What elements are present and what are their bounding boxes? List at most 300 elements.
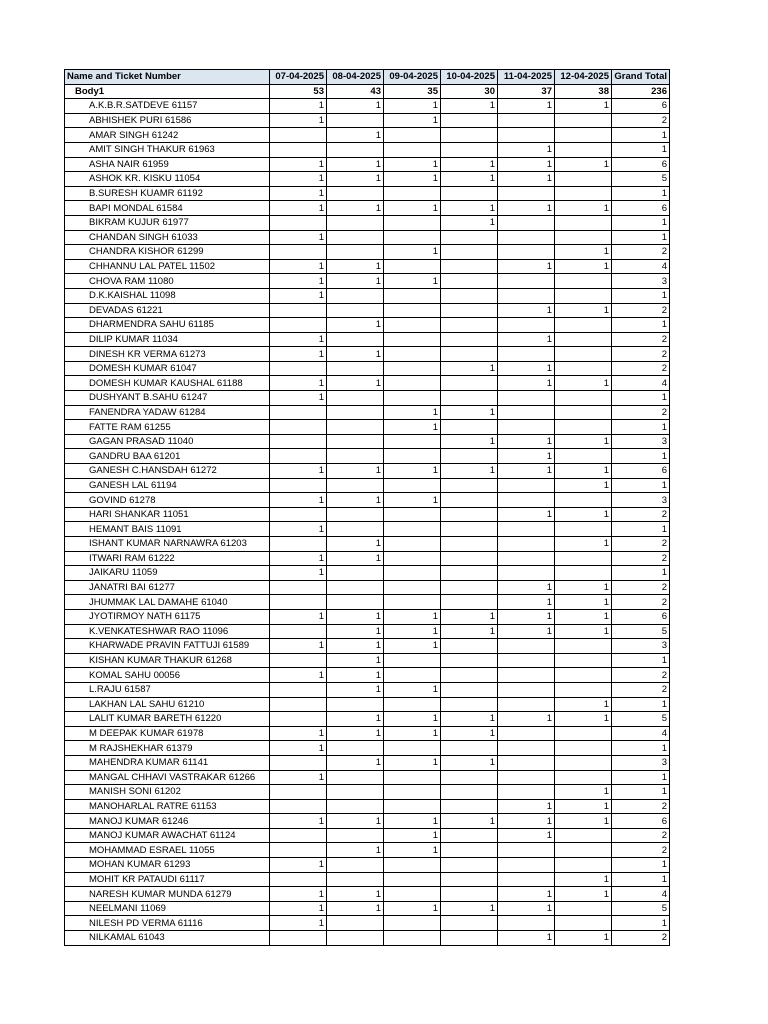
day-count-cell: 1 bbox=[555, 507, 612, 522]
day-count-cell: 1 bbox=[498, 580, 555, 595]
row-grand-total: 2 bbox=[612, 843, 670, 858]
day-count-cell bbox=[441, 303, 498, 318]
day-count-cell bbox=[441, 872, 498, 887]
day-count-cell: 1 bbox=[270, 770, 327, 785]
employee-name: AMIT SINGH THAKUR 61963 bbox=[65, 142, 270, 157]
day-count-cell: 1 bbox=[327, 609, 384, 624]
day-count-cell bbox=[555, 843, 612, 858]
row-grand-total: 1 bbox=[612, 522, 670, 537]
day-count-cell bbox=[270, 449, 327, 464]
table-row bbox=[65, 712, 670, 727]
employee-name: BIKRAM KUJUR 61977 bbox=[65, 215, 270, 230]
day-count-cell bbox=[441, 668, 498, 683]
day-count-cell: 1 bbox=[384, 901, 441, 916]
day-count-cell bbox=[327, 113, 384, 128]
row-grand-total: 1 bbox=[612, 142, 670, 157]
day-count-cell: 1 bbox=[555, 478, 612, 493]
table-row bbox=[65, 522, 670, 537]
day-count-cell: 1 bbox=[327, 726, 384, 741]
day-count-cell bbox=[384, 215, 441, 230]
day-count-cell: 1 bbox=[441, 464, 498, 479]
day-count-cell bbox=[498, 522, 555, 537]
day-count-cell: 1 bbox=[384, 639, 441, 654]
table-row bbox=[65, 828, 670, 843]
day-count-cell: 1 bbox=[498, 828, 555, 843]
day-count-cell: 1 bbox=[384, 464, 441, 479]
table-row bbox=[65, 872, 670, 887]
row-grand-total: 2 bbox=[612, 668, 670, 683]
day-count-cell bbox=[384, 303, 441, 318]
day-count-cell bbox=[441, 420, 498, 435]
group-value: 53 bbox=[270, 84, 327, 99]
day-count-cell: 1 bbox=[384, 274, 441, 289]
table-row bbox=[65, 478, 670, 493]
day-count-cell bbox=[327, 580, 384, 595]
table-row bbox=[65, 186, 670, 201]
day-count-cell bbox=[498, 741, 555, 756]
day-count-cell: 1 bbox=[498, 799, 555, 814]
day-count-cell: 1 bbox=[498, 464, 555, 479]
day-count-cell bbox=[441, 230, 498, 245]
day-count-cell: 1 bbox=[327, 551, 384, 566]
day-count-cell bbox=[384, 332, 441, 347]
day-count-cell bbox=[555, 668, 612, 683]
day-count-cell bbox=[270, 872, 327, 887]
day-count-cell bbox=[555, 916, 612, 931]
day-count-cell: 1 bbox=[498, 595, 555, 610]
day-count-cell: 1 bbox=[555, 464, 612, 479]
day-count-cell bbox=[498, 770, 555, 785]
employee-name: DEVADAS 61221 bbox=[65, 303, 270, 318]
day-count-cell bbox=[327, 478, 384, 493]
table-row bbox=[65, 230, 670, 245]
day-count-cell: 1 bbox=[441, 712, 498, 727]
day-count-cell: 1 bbox=[327, 682, 384, 697]
table-row bbox=[65, 770, 670, 785]
day-count-cell bbox=[384, 537, 441, 552]
day-count-cell: 1 bbox=[270, 726, 327, 741]
day-count-cell: 1 bbox=[498, 332, 555, 347]
employee-name: FATTE RAM 61255 bbox=[65, 420, 270, 435]
day-count-cell bbox=[384, 449, 441, 464]
employee-name: JAIKARU 11059 bbox=[65, 566, 270, 581]
day-count-cell: 1 bbox=[384, 99, 441, 114]
table-row bbox=[65, 595, 670, 610]
group-value: 38 bbox=[555, 84, 612, 99]
table-row bbox=[65, 420, 670, 435]
day-count-cell bbox=[327, 522, 384, 537]
day-count-cell bbox=[384, 318, 441, 333]
group-value: 43 bbox=[327, 84, 384, 99]
day-count-cell: 1 bbox=[555, 434, 612, 449]
row-grand-total: 2 bbox=[612, 113, 670, 128]
day-count-cell bbox=[327, 449, 384, 464]
day-count-cell bbox=[498, 478, 555, 493]
row-grand-total: 6 bbox=[612, 201, 670, 216]
table-row bbox=[65, 668, 670, 683]
day-count-cell bbox=[270, 785, 327, 800]
table-row bbox=[65, 639, 670, 654]
day-count-cell: 1 bbox=[270, 274, 327, 289]
day-count-cell: 1 bbox=[555, 712, 612, 727]
table-row bbox=[65, 755, 670, 770]
day-count-cell: 1 bbox=[327, 653, 384, 668]
day-count-cell: 1 bbox=[555, 624, 612, 639]
day-count-cell bbox=[384, 522, 441, 537]
day-count-cell bbox=[327, 872, 384, 887]
day-count-cell: 1 bbox=[555, 814, 612, 829]
day-count-cell bbox=[441, 128, 498, 143]
table-row bbox=[65, 537, 670, 552]
attendance-sheet bbox=[64, 69, 670, 946]
employee-name: MOHAMMAD ESRAEL 11055 bbox=[65, 843, 270, 858]
day-count-cell: 1 bbox=[498, 259, 555, 274]
column-header-name: Name and Ticket Number bbox=[65, 70, 270, 85]
day-count-cell bbox=[384, 653, 441, 668]
employee-name: ABHISHEK PURI 61586 bbox=[65, 113, 270, 128]
table-row bbox=[65, 391, 670, 406]
day-count-cell: 1 bbox=[555, 157, 612, 172]
employee-name: DILIP KUMAR 11034 bbox=[65, 332, 270, 347]
day-count-cell bbox=[384, 391, 441, 406]
day-count-cell bbox=[555, 639, 612, 654]
day-count-cell: 1 bbox=[498, 507, 555, 522]
day-count-cell: 1 bbox=[270, 566, 327, 581]
day-count-cell bbox=[384, 799, 441, 814]
day-count-cell bbox=[498, 682, 555, 697]
table-row bbox=[65, 843, 670, 858]
day-count-cell bbox=[441, 931, 498, 946]
header-row bbox=[65, 70, 670, 85]
day-count-cell bbox=[555, 420, 612, 435]
employee-name: A.K.B.R.SATDEVE 61157 bbox=[65, 99, 270, 114]
day-count-cell bbox=[270, 931, 327, 946]
day-count-cell bbox=[498, 245, 555, 260]
day-count-cell bbox=[441, 318, 498, 333]
day-count-cell: 1 bbox=[555, 201, 612, 216]
day-count-cell bbox=[327, 303, 384, 318]
day-count-cell: 1 bbox=[327, 464, 384, 479]
table-row bbox=[65, 318, 670, 333]
employee-name: NARESH KUMAR MUNDA 61279 bbox=[65, 887, 270, 902]
day-count-cell bbox=[441, 682, 498, 697]
day-count-cell: 1 bbox=[327, 201, 384, 216]
table-row bbox=[65, 142, 670, 157]
employee-name: JANATRI BAI 61277 bbox=[65, 580, 270, 595]
table-row bbox=[65, 464, 670, 479]
day-count-cell: 1 bbox=[555, 537, 612, 552]
day-count-cell bbox=[441, 551, 498, 566]
column-header-date: 07-04-2025 bbox=[270, 70, 327, 85]
table-row bbox=[65, 128, 670, 143]
column-header-date: 08-04-2025 bbox=[327, 70, 384, 85]
employee-name: LALIT KUMAR BARETH 61220 bbox=[65, 712, 270, 727]
day-count-cell bbox=[327, 142, 384, 157]
row-grand-total: 1 bbox=[612, 770, 670, 785]
day-count-cell: 1 bbox=[270, 522, 327, 537]
day-count-cell bbox=[555, 551, 612, 566]
employee-name: CHANDRA KISHOR 61299 bbox=[65, 245, 270, 260]
day-count-cell: 1 bbox=[270, 347, 327, 362]
day-count-cell bbox=[441, 186, 498, 201]
row-grand-total: 6 bbox=[612, 464, 670, 479]
day-count-cell: 1 bbox=[327, 712, 384, 727]
day-count-cell bbox=[270, 580, 327, 595]
day-count-cell bbox=[327, 215, 384, 230]
day-count-cell bbox=[384, 288, 441, 303]
employee-name: MANOHARLAL RATRE 61153 bbox=[65, 799, 270, 814]
row-grand-total: 2 bbox=[612, 405, 670, 420]
day-count-cell bbox=[384, 595, 441, 610]
day-count-cell: 1 bbox=[327, 318, 384, 333]
day-count-cell: 1 bbox=[327, 814, 384, 829]
day-count-cell bbox=[384, 916, 441, 931]
day-count-cell bbox=[270, 843, 327, 858]
day-count-cell bbox=[555, 405, 612, 420]
day-count-cell bbox=[555, 186, 612, 201]
day-count-cell: 1 bbox=[270, 916, 327, 931]
day-count-cell: 1 bbox=[327, 128, 384, 143]
group-value: 30 bbox=[441, 84, 498, 99]
row-grand-total: 1 bbox=[612, 741, 670, 756]
day-count-cell: 1 bbox=[441, 215, 498, 230]
day-count-cell: 1 bbox=[327, 347, 384, 362]
day-count-cell: 1 bbox=[384, 201, 441, 216]
row-grand-total: 4 bbox=[612, 259, 670, 274]
day-count-cell bbox=[555, 361, 612, 376]
day-count-cell bbox=[384, 128, 441, 143]
day-count-cell: 1 bbox=[270, 858, 327, 873]
row-grand-total: 6 bbox=[612, 814, 670, 829]
day-count-cell bbox=[327, 770, 384, 785]
day-count-cell: 1 bbox=[498, 99, 555, 114]
day-count-cell: 1 bbox=[270, 201, 327, 216]
day-count-cell bbox=[384, 668, 441, 683]
day-count-cell bbox=[327, 332, 384, 347]
row-grand-total: 4 bbox=[612, 726, 670, 741]
row-grand-total: 2 bbox=[612, 799, 670, 814]
day-count-cell: 1 bbox=[327, 624, 384, 639]
day-count-cell bbox=[327, 507, 384, 522]
day-count-cell: 1 bbox=[270, 668, 327, 683]
employee-name: CHANDAN SINGH 61033 bbox=[65, 230, 270, 245]
day-count-cell: 1 bbox=[327, 537, 384, 552]
table-row bbox=[65, 113, 670, 128]
day-count-cell bbox=[498, 872, 555, 887]
day-count-cell bbox=[441, 332, 498, 347]
group-name: Body1 bbox=[65, 84, 270, 99]
day-count-cell bbox=[270, 478, 327, 493]
day-count-cell: 1 bbox=[555, 580, 612, 595]
day-count-cell: 1 bbox=[498, 887, 555, 902]
day-count-cell bbox=[327, 828, 384, 843]
day-count-cell: 1 bbox=[555, 697, 612, 712]
day-count-cell: 1 bbox=[498, 712, 555, 727]
employee-name: MANOJ KUMAR AWACHAT 61124 bbox=[65, 828, 270, 843]
row-grand-total: 1 bbox=[612, 186, 670, 201]
table-row bbox=[65, 215, 670, 230]
employee-name: M RAJSHEKHAR 61379 bbox=[65, 741, 270, 756]
row-grand-total: 3 bbox=[612, 493, 670, 508]
day-count-cell bbox=[270, 682, 327, 697]
employee-name: MOHAN KUMAR 61293 bbox=[65, 858, 270, 873]
row-grand-total: 1 bbox=[612, 230, 670, 245]
row-grand-total: 1 bbox=[612, 478, 670, 493]
table-row bbox=[65, 697, 670, 712]
day-count-cell: 1 bbox=[498, 814, 555, 829]
day-count-cell bbox=[270, 697, 327, 712]
group-row bbox=[65, 84, 670, 99]
day-count-cell: 1 bbox=[384, 843, 441, 858]
day-count-cell bbox=[327, 391, 384, 406]
day-count-cell: 1 bbox=[441, 157, 498, 172]
column-header-date: 09-04-2025 bbox=[384, 70, 441, 85]
day-count-cell bbox=[327, 420, 384, 435]
day-count-cell bbox=[441, 770, 498, 785]
day-count-cell: 1 bbox=[384, 755, 441, 770]
day-count-cell: 1 bbox=[384, 157, 441, 172]
employee-name: B.SURESH KUAMR 61192 bbox=[65, 186, 270, 201]
day-count-cell: 1 bbox=[270, 113, 327, 128]
employee-name: DOMESH KUMAR 61047 bbox=[65, 361, 270, 376]
day-count-cell: 1 bbox=[555, 887, 612, 902]
group-grand-total: 236 bbox=[612, 84, 670, 99]
row-grand-total: 1 bbox=[612, 566, 670, 581]
day-count-cell bbox=[498, 347, 555, 362]
day-count-cell: 1 bbox=[498, 361, 555, 376]
table-row bbox=[65, 799, 670, 814]
day-count-cell bbox=[441, 274, 498, 289]
day-count-cell: 1 bbox=[498, 157, 555, 172]
day-count-cell bbox=[441, 391, 498, 406]
day-count-cell: 1 bbox=[270, 230, 327, 245]
day-count-cell: 1 bbox=[270, 741, 327, 756]
day-count-cell bbox=[441, 347, 498, 362]
row-grand-total: 4 bbox=[612, 887, 670, 902]
day-count-cell bbox=[270, 799, 327, 814]
table-row bbox=[65, 449, 670, 464]
day-count-cell bbox=[384, 507, 441, 522]
employee-name: GANDRU BAA 61201 bbox=[65, 449, 270, 464]
row-grand-total: 1 bbox=[612, 215, 670, 230]
row-grand-total: 4 bbox=[612, 376, 670, 391]
day-count-cell: 1 bbox=[327, 755, 384, 770]
row-grand-total: 1 bbox=[612, 653, 670, 668]
day-count-cell: 1 bbox=[555, 609, 612, 624]
employee-name: DINESH KR VERMA 61273 bbox=[65, 347, 270, 362]
table-row bbox=[65, 858, 670, 873]
day-count-cell: 1 bbox=[270, 887, 327, 902]
day-count-cell bbox=[555, 391, 612, 406]
day-count-cell bbox=[498, 274, 555, 289]
employee-name: NILESH PD VERMA 61116 bbox=[65, 916, 270, 931]
table-row bbox=[65, 434, 670, 449]
employee-name: JYOTIRMOY NATH 61175 bbox=[65, 609, 270, 624]
day-count-cell bbox=[498, 493, 555, 508]
day-count-cell: 1 bbox=[498, 931, 555, 946]
day-count-cell: 1 bbox=[498, 376, 555, 391]
day-count-cell: 1 bbox=[384, 814, 441, 829]
day-count-cell bbox=[498, 843, 555, 858]
day-count-cell bbox=[384, 858, 441, 873]
employee-name: D.K.KAISHAL 11098 bbox=[65, 288, 270, 303]
day-count-cell bbox=[498, 113, 555, 128]
day-count-cell bbox=[555, 347, 612, 362]
day-count-cell: 1 bbox=[270, 391, 327, 406]
day-count-cell bbox=[270, 595, 327, 610]
day-count-cell bbox=[384, 551, 441, 566]
day-count-cell bbox=[498, 566, 555, 581]
table-row bbox=[65, 507, 670, 522]
day-count-cell bbox=[498, 639, 555, 654]
table-row bbox=[65, 376, 670, 391]
day-count-cell bbox=[384, 230, 441, 245]
day-count-cell: 1 bbox=[441, 814, 498, 829]
day-count-cell bbox=[441, 522, 498, 537]
day-count-cell bbox=[270, 434, 327, 449]
day-count-cell bbox=[555, 901, 612, 916]
day-count-cell bbox=[327, 697, 384, 712]
day-count-cell: 1 bbox=[270, 609, 327, 624]
day-count-cell bbox=[441, 259, 498, 274]
day-count-cell: 1 bbox=[441, 434, 498, 449]
day-count-cell bbox=[498, 420, 555, 435]
day-count-cell bbox=[384, 785, 441, 800]
day-count-cell: 1 bbox=[327, 493, 384, 508]
employee-name: MANGAL CHHAVI VASTRAKAR 61266 bbox=[65, 770, 270, 785]
day-count-cell bbox=[270, 215, 327, 230]
day-count-cell: 1 bbox=[441, 609, 498, 624]
day-count-cell bbox=[327, 741, 384, 756]
table-row bbox=[65, 901, 670, 916]
day-count-cell bbox=[441, 828, 498, 843]
day-count-cell bbox=[555, 741, 612, 756]
day-count-cell bbox=[441, 537, 498, 552]
row-grand-total: 1 bbox=[612, 858, 670, 873]
employee-name: FANENDRA YADAW 61284 bbox=[65, 405, 270, 420]
day-count-cell: 1 bbox=[384, 493, 441, 508]
employee-name: KHARWADE PRAVIN FATTUJI 61589 bbox=[65, 639, 270, 654]
day-count-cell bbox=[270, 712, 327, 727]
day-count-cell bbox=[384, 347, 441, 362]
table-row bbox=[65, 785, 670, 800]
day-count-cell bbox=[498, 551, 555, 566]
day-count-cell bbox=[555, 172, 612, 187]
employee-name: GOVIND 61278 bbox=[65, 493, 270, 508]
day-count-cell bbox=[555, 230, 612, 245]
row-grand-total: 2 bbox=[612, 828, 670, 843]
day-count-cell: 1 bbox=[270, 332, 327, 347]
day-count-cell bbox=[384, 478, 441, 493]
day-count-cell bbox=[327, 799, 384, 814]
day-count-cell bbox=[441, 887, 498, 902]
day-count-cell bbox=[555, 288, 612, 303]
table-row bbox=[65, 682, 670, 697]
day-count-cell: 1 bbox=[270, 639, 327, 654]
day-count-cell: 1 bbox=[498, 172, 555, 187]
day-count-cell bbox=[327, 186, 384, 201]
row-grand-total: 6 bbox=[612, 157, 670, 172]
row-grand-total: 2 bbox=[612, 507, 670, 522]
day-count-cell bbox=[555, 142, 612, 157]
row-grand-total: 6 bbox=[612, 99, 670, 114]
employee-name: GANESH LAL 61194 bbox=[65, 478, 270, 493]
day-count-cell: 1 bbox=[441, 201, 498, 216]
day-count-cell bbox=[555, 755, 612, 770]
day-count-cell bbox=[441, 697, 498, 712]
day-count-cell: 1 bbox=[555, 872, 612, 887]
day-count-cell: 1 bbox=[555, 376, 612, 391]
